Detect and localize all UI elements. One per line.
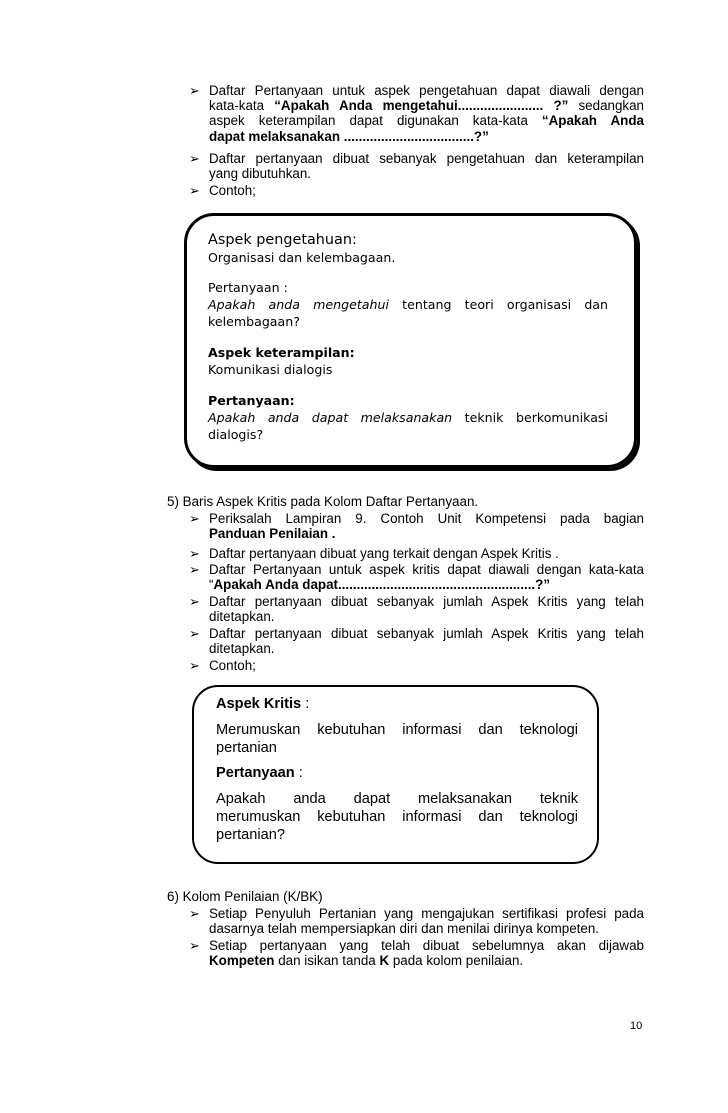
arrow-bullet-icon: ➢ <box>189 594 200 609</box>
aspek-pengetahuan-title: Aspek pengetahuan: <box>208 232 357 248</box>
aspek-keterampilan-title: Aspek keterampilan: <box>208 345 355 360</box>
bullet-example <box>189 183 644 198</box>
text-line: Setiap Penyuluh Pertanian yang mengajukan sertifikasi profesi pada <box>209 906 644 921</box>
arrow-bullet-icon: ➢ <box>189 658 200 673</box>
question-text-line: pertanian? <box>216 827 285 843</box>
arrow-bullet-icon: ➢ <box>189 151 200 166</box>
text-line: “Apakah Anda dapat.....................................................?” <box>209 577 551 593</box>
aspek-keterampilan-value: Komunikasi dialogis <box>208 362 333 377</box>
bullet-check-appendix <box>189 511 644 541</box>
text-line: Daftar Pertanyaan untuk aspek kritis dapat diawali dengan kata-kata <box>209 562 644 577</box>
bullet-related-questions <box>189 546 644 561</box>
aspek-pengetahuan-value: Organisasi dan kelembagaan. <box>208 250 396 265</box>
bullet-critical-aspect-count-repeat <box>189 626 644 656</box>
text-line: ditetapkan. <box>209 641 275 657</box>
arrow-bullet-icon: ➢ <box>189 938 200 953</box>
text-line: Daftar pertanyaan dibuat sebanyak jumlah Aspek Kritis yang telah <box>209 626 644 641</box>
arrow-bullet-icon: ➢ <box>189 546 200 561</box>
question-label: Pertanyaan : <box>216 765 303 781</box>
question-label: Pertanyaan : <box>208 280 288 295</box>
text-line: Setiap pertanyaan yang telah dibuat sebelumnya akan dijawab <box>209 938 644 953</box>
text-line: Daftar Pertanyaan untuk aspek pengetahuan dapat diawali dengan <box>209 83 644 98</box>
arrow-bullet-icon: ➢ <box>189 511 200 526</box>
bullet-question-list-intro <box>189 83 644 144</box>
arrow-bullet-icon: ➢ <box>189 626 200 641</box>
question-label: Pertanyaan: <box>208 393 295 408</box>
text-line: Panduan Penilaian . <box>209 526 336 542</box>
text-line: dasarnya telah mempersiapkan diri dan menilai dirinya kompeten. <box>209 921 600 937</box>
question-text-line: Apakah anda dapat melaksanakan teknik berkomunikasi <box>208 410 608 425</box>
aspek-kritis-label: Aspek Kritis : <box>216 696 310 712</box>
aspek-kritis-text-line: Merumuskan kebutuhan informasi dan teknologi <box>216 722 578 738</box>
text-line: Periksalah Lampiran 9. Contoh Unit Kompetensi pada bagian <box>209 511 644 526</box>
text-line: Daftar pertanyaan dibuat yang terkait dengan Aspek Kritis . <box>209 546 559 561</box>
bullet-example <box>189 658 644 673</box>
text-line: Kompeten dan isikan tanda K pada kolom penilaian. <box>209 953 524 969</box>
page-number: 10 <box>630 1020 643 1032</box>
text-line: ditetapkan. <box>209 609 275 625</box>
question-text-line: merumuskan kebutuhan informasi dan teknologi <box>216 809 578 825</box>
aspek-kritis-text-line: pertanian <box>216 740 277 756</box>
question-text-line: Apakah anda dapat melaksanakan teknik <box>216 791 578 807</box>
bullet-self-assessment <box>189 906 644 936</box>
question-text-line: dialogis? <box>208 427 264 442</box>
bullet-mark-competent <box>189 938 644 968</box>
arrow-bullet-icon: ➢ <box>189 183 200 198</box>
arrow-bullet-icon: ➢ <box>189 906 200 921</box>
bullet-critical-aspect-count <box>189 594 644 624</box>
text-line: aspek keterampilan dapat digunakan kata-kata “Apakah Anda <box>209 113 644 129</box>
text-line: Contoh; <box>209 658 256 673</box>
text-line: dapat melaksanakan ...................................?” <box>209 128 489 144</box>
text-line: kata-kata “Apakah Anda mengetahui....................... ?” sedangkan <box>209 98 644 114</box>
text-line: Contoh; <box>209 183 256 198</box>
text-line: yang dibutuhkan. <box>209 166 311 182</box>
section-5-heading: 5) Baris Aspek Kritis pada Kolom Daftar Pertanyaan. <box>167 494 479 509</box>
question-text-line: Apakah anda mengetahui tentang teori organisasi dan <box>208 297 609 312</box>
bullet-critical-aspect-start <box>189 562 644 592</box>
bullet-question-count <box>189 151 644 181</box>
text-line: Daftar pertanyaan dibuat sebanyak jumlah Aspek Kritis yang telah <box>209 594 644 609</box>
question-text-line: kelembagaan? <box>208 314 300 329</box>
section-6-heading: 6) Kolom Penilaian (K/BK) <box>167 889 323 904</box>
arrow-bullet-icon: ➢ <box>189 83 200 98</box>
text-line: Daftar pertanyaan dibuat sebanyak pengetahuan dan keterampilan <box>209 151 644 166</box>
arrow-bullet-icon: ➢ <box>189 562 200 577</box>
